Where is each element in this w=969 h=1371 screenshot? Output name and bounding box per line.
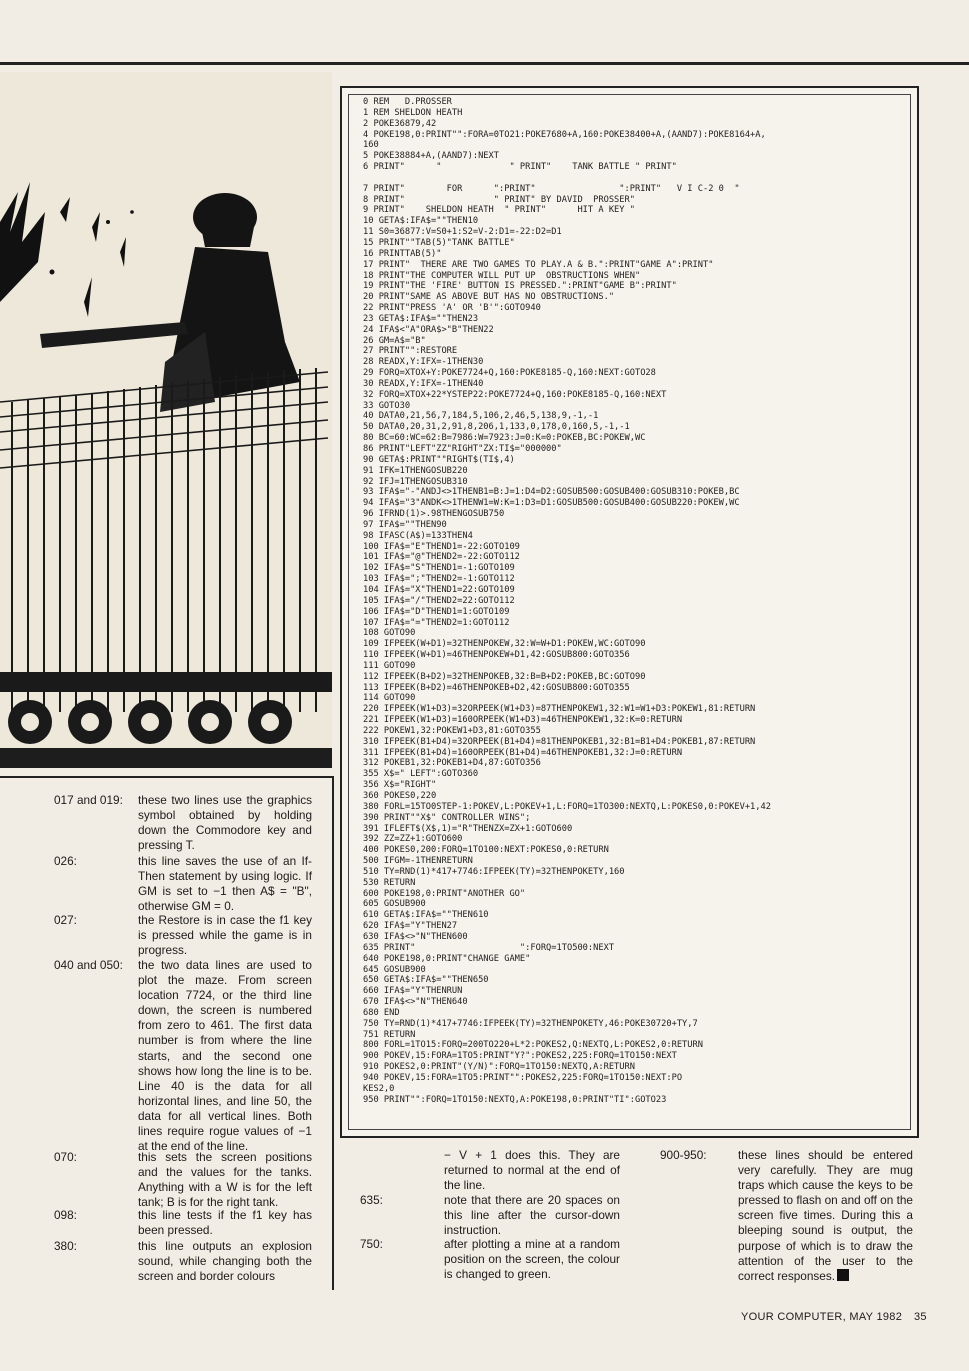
code-line: 108 GOTO90 xyxy=(363,628,416,639)
code-line: 160 xyxy=(363,140,379,151)
note-text: this sets the screen positions and the values for the tanks. Anything with a W is for the left tank; B is for the right tank. xyxy=(138,1150,312,1210)
note-text: − V + 1 does this. They are returned to normal at the end of the line. xyxy=(444,1148,620,1193)
code-line: 10 GETA$:IFA$=""THEN10 xyxy=(363,216,479,227)
note-text: note that there are 20 spaces on this line after the cursor-down instruction. xyxy=(444,1193,620,1238)
code-line: 26 GM=A$="B" xyxy=(363,335,426,346)
code-line: 106 IFA$="D"THEND1=1:GOTO109 xyxy=(363,606,510,617)
code-line: 630 IFA$<>"N"THEN600 xyxy=(363,931,468,942)
code-line: 100 IFA$="E"THEND1=-22:GOTO109 xyxy=(363,541,520,552)
note-label: 380: xyxy=(54,1239,77,1253)
code-line: 15 PRINT""TAB(5)"TANK BATTLE" xyxy=(363,237,515,248)
code-line: 16 PRINTTAB(5)" xyxy=(363,248,442,259)
note-label: 040 and 050: xyxy=(54,958,123,972)
code-line: 510 TY=RND(1)*417+7746:IFPEEK(TY)=32THENPOKETY,160 xyxy=(363,866,625,877)
note-label: 070: xyxy=(54,1150,77,1164)
code-line: 114 GOTO90 xyxy=(363,693,416,704)
code-line: 800 FORL=1TO15:FORQ=200TO220+L*2:POKES2,Q:NEXTQ,L:POKES2,0:RETURN xyxy=(363,1040,703,1051)
note-label: 017 and 019: xyxy=(54,793,123,807)
code-line: 310 IFPEEK(B1+D4)=32ORPEEK(B1+D4)=81THENPOKEB1,32:B1=B1+D4:POKEB1,87:RETURN xyxy=(363,736,756,747)
code-line: 660 IFA$="Y"THENRUN xyxy=(363,986,463,997)
code-line: 1 REM SHELDON HEATH xyxy=(363,107,463,118)
code-line: 2 POKE36879,42 xyxy=(363,118,437,129)
code-line: 650 GETA$:IFA$=""THEN650 xyxy=(363,975,489,986)
code-line: 530 RETURN xyxy=(363,877,416,888)
code-line: 9 PRINT" SHELDON HEATH " PRINT" HIT A KEY " xyxy=(363,205,635,216)
code-line: 751 RETURN xyxy=(363,1029,416,1040)
code-line: 110 IFPEEK(W+D1)=46THENPOKEW+D1,42:GOSUB800:GOTO356 xyxy=(363,650,630,661)
code-line: 640 POKE198,0:PRINT"CHANGE GAME" xyxy=(363,953,531,964)
code-line: 17 PRINT" THERE ARE TWO GAMES TO PLAY.A & B.":PRINT"GAME A":PRINT" xyxy=(363,259,714,270)
code-line: 0 REM D.PROSSER xyxy=(363,97,452,107)
note-label: 098: xyxy=(54,1208,77,1222)
note-text: this line tests if the f1 key has been pressed. xyxy=(138,1208,312,1238)
code-line: 391 IFLEFT$(X$,1)="R"THENZX=ZX+1:GOTO600 xyxy=(363,823,573,834)
code-line: KES2,0 xyxy=(363,1083,395,1094)
code-line: 392 ZZ=ZZ+1:GOTO600 xyxy=(363,834,463,845)
note-label: 750: xyxy=(360,1237,383,1251)
code-line: 222 POKEW1,32:POKEW1+D3,81:GOTO355 xyxy=(363,725,541,736)
code-line: 28 READX,Y:IFX=-1THEN30 xyxy=(363,357,484,368)
code-line: 50 DATA0,20,31,2,91,8,206,1,133,0,178,0,160,5,-1,-1 xyxy=(363,422,630,433)
code-line: 11 S0=36877:V=S0+1:S2=V-2:D1=-22:D2=D1 xyxy=(363,227,562,238)
code-line: 360 POKES0,220 xyxy=(363,791,437,801)
note-text: the Restore is in case the f1 key is pressed while the game is in progress. xyxy=(138,913,312,958)
note-label: 026: xyxy=(54,854,77,868)
code-line: 7 PRINT" FOR ":PRINT" ":PRINT" V I C-2 0 " xyxy=(363,183,740,194)
note-label: 635: xyxy=(360,1193,383,1207)
code-line: 80 BC=60:WC=62:B=7986:W=7923:J=0:K=0:POKEB,BC:POKEW,WC xyxy=(363,433,646,444)
footer-magazine: YOUR COMPUTER, MAY 1982 xyxy=(741,1311,903,1323)
code-line: 610 GETA$:IFA$=""THEN610 xyxy=(363,910,489,921)
code-line: 86 PRINT"LEFT"ZZ"RIGHT"ZX:TI$="000000" xyxy=(363,444,562,454)
code-line: 620 IFA$="Y"THEN27 xyxy=(363,921,458,932)
end-mark-icon xyxy=(837,1269,849,1281)
code-line: 93 IFA$="-"ANDJ<>1THENB1=B:J=1:D4=D2:GOSUB500:GOSUB400:GOSUB310:POKEB,BC xyxy=(363,487,740,498)
code-line: 40 DATA0,21,56,7,184,5,106,2,46,5,138,9,-1,-1 xyxy=(363,411,599,422)
code-line: 90 GETA$:PRINT""RIGHT$(TI$,4) xyxy=(363,454,515,465)
code-line: 750 TY=RND(1)*417+7746:IFPEEK(TY)=32THENPOKETY,46:POKE30720+TY,7 xyxy=(363,1018,698,1029)
code-line: 500 IFGM=-1THENRETURN xyxy=(363,856,473,867)
code-line: 311 IFPEEK(B1+D4)=160ORPEEK(B1+D4)=46THENPOKEB1,32:J=0:RETURN xyxy=(363,747,683,758)
tank-drawing xyxy=(0,72,332,768)
code-line: 635 PRINT" ":FORQ=1TO500:NEXT xyxy=(363,942,615,953)
code-line: 20 PRINT"SAME AS ABOVE BUT HAS NO OBSTRUCTIONS." xyxy=(363,292,615,303)
code-line: 107 IFA$="="THEND2=1:GOTO112 xyxy=(363,617,510,628)
code-line: 29 FORQ=XTOX+Y:POKE7724+Q,160:POKE8185-Q,160:NEXT:GOTO28 xyxy=(363,368,656,379)
note-text-body: these lines should be entered very carefully. They are mug traps which cause the keys to be pressed to flash on and off on the screen five times. During this a bleeping sound is output, the purpose of which is to draw the attention of the user to the correct responses. xyxy=(738,1148,913,1283)
code-line: 94 IFA$="3"ANDK<>1THENW1=W:K=1:D3=D1:GOSUB500:GOSUB400:GOSUB220:POKEW,WC xyxy=(363,498,740,509)
code-line: 680 END xyxy=(363,1007,400,1018)
note-label: 027: xyxy=(54,913,77,927)
program-listing xyxy=(340,86,919,1138)
code-line: 112 IFPEEK(B+D2)=32THENPOKEB,32:B=B+D2:POKEB,BC:GOTO90 xyxy=(363,671,646,682)
code-line: 104 IFA$="X"THEND1=22:GOTO109 xyxy=(363,584,515,595)
code-line: 97 IFA$=""THEN90 xyxy=(363,519,447,530)
code-line: 103 IFA$=";"THEND2=-1:GOTO112 xyxy=(363,574,515,585)
note-text: this line saves the use of an If-Then statement by using logic. If GM is set to −1 then A$ = "B", otherwise GM = 0. xyxy=(138,854,312,914)
code-line: 950 PRINT"":FORQ=1TO150:NEXTQ,A:POKE198,0:PRINT"TI":GOTO23 xyxy=(363,1094,667,1105)
code-line: 19 PRINT"THE 'FIRE' BUTTON IS PRESSED.":PRINT"GAME B":PRINT" xyxy=(363,281,677,292)
footer-page-number: 35 xyxy=(914,1311,927,1323)
code-line: 312 POKEB1,32:POKEB1+D4,87:GOTO356 xyxy=(363,758,541,769)
code-line: 33 GOTO30 xyxy=(363,400,411,411)
code-line: 102 IFA$="S"THEND1=-1:GOTO109 xyxy=(363,563,515,574)
note-text xyxy=(738,1148,913,1284)
code-line: 32 FORQ=XTOX+22*YSTEP22:POKE7724+Q,160:POKE8185-Q,160:NEXT xyxy=(363,389,667,400)
code-line: 24 IFA$<"A"ORA$>"B"THEN22 xyxy=(363,324,494,335)
code-line: 900 POKEV,15:FORA=1TO5:PRINT"Y?":POKES2,225:FORQ=1TO150:NEXT xyxy=(363,1051,677,1062)
code-line: 390 PRINT""X$" CONTROLLER WINS"; xyxy=(363,812,531,823)
code-line: 101 IFA$="@"THEND2=-22:GOTO112 xyxy=(363,552,520,563)
code-line: 8 PRINT" " PRINT" BY DAVID PROSSER" xyxy=(363,194,635,205)
tank-illustration xyxy=(0,72,332,768)
code-line: 6 PRINT" " " PRINT" TANK BATTLE " PRINT" xyxy=(363,162,677,173)
code-line: 355 X$=" LEFT":GOTO360 xyxy=(363,769,479,780)
code-line: 27 PRINT"":RESTORE xyxy=(363,346,458,357)
code-line: 98 IFASC(A$)=133THEN4 xyxy=(363,530,473,541)
code-line: 22 PRINT"PRESS 'A' OR 'B'":GOTO940 xyxy=(363,303,541,314)
basic-code xyxy=(363,97,918,1105)
note-text: these two lines use the graphics symbol obtained by holding down the Commodore key and pressing T. xyxy=(138,793,312,853)
code-line: 18 PRINT"THE COMPUTER WILL PUT UP OBSTRUCTIONS WHEN" xyxy=(363,270,641,281)
code-line: 109 IFPEEK(W+D1)=32THENPOKEW,32:W=W+D1:POKEW,WC:GOTO90 xyxy=(363,639,646,650)
code-line: 380 FORL=15TO0STEP-1:POKEV,L:POKEV+1,L:FORQ=1TO300:NEXTQ,L:POKES0,0:POKEV+1,42 xyxy=(363,801,771,812)
code-line xyxy=(363,173,918,184)
code-line: 670 IFA$<>"N"THEN640 xyxy=(363,997,468,1008)
note-text: the two data lines are used to plot the maze. From screen location 7724, or the third line down, the screen is numbered from zero to 461. The first data number is from where the line starts, and the second one shows how long the line is to be. Line 40 is the data for all horizontal lines, and line 50, the data for all vertical lines. Both lines require rogue values of −1 at the end of the line. xyxy=(138,958,312,1154)
code-line: 23 GETA$:IFA$=""THEN23 xyxy=(363,313,479,324)
code-line: 105 IFA$="/"THEND2=22:GOTO112 xyxy=(363,595,515,606)
code-line: 645 GOSUB900 xyxy=(363,964,426,975)
code-line: 600 POKE198,0:PRINT"ANOTHER GO" xyxy=(363,888,526,899)
code-line: 221 IFPEEK(W1+D3)=160ORPEEK(W1+D3)=46THENPOKEW1,32:K=0:RETURN xyxy=(363,715,683,726)
code-line: 910 POKES2,0:PRINT"(Y/N)":FORQ=1TO150:NEXTQ,A:RETURN xyxy=(363,1062,635,1073)
code-line: 91 IFK=1THENGOSUB220 xyxy=(363,465,468,476)
code-line: 400 POKES0,200:FORQ=1TO100:NEXT:POKES0,0:RETURN xyxy=(363,845,609,856)
top-rule xyxy=(0,62,969,65)
code-line: 113 IFPEEK(B+D2)=46THENPOKEB+D2,42:GOSUB800:GOTO355 xyxy=(363,682,630,693)
note-text: after plotting a mine at a random position on the screen, the colour is changed to green. xyxy=(444,1237,620,1282)
code-line: 5 POKE38884+A,(AAND7):NEXT xyxy=(363,151,499,162)
code-line: 111 GOTO90 xyxy=(363,660,416,671)
code-line: 4 POKE198,0:PRINT"":FORA=0TO21:POKE7680+A,160:POKE38400+A,(AAND7):POKE8164+A, xyxy=(363,129,766,140)
code-line: 30 READX,Y:IFX=-1THEN40 xyxy=(363,378,484,389)
note-label: 900-950: xyxy=(660,1148,707,1162)
code-line: 356 X$="RIGHT" xyxy=(363,780,437,791)
code-line: 940 POKEV,15:FORA=1TO5:PRINT"":POKES2,225:FORQ=1TO150:NEXT:PO xyxy=(363,1072,683,1083)
note-text: this line outputs an explosion sound, while changing both the screen and border colours xyxy=(138,1239,312,1284)
code-line: 96 IFRND(1)>.98THENGOSUB750 xyxy=(363,509,505,520)
listing-inner-border xyxy=(348,94,911,1130)
code-line: 605 GOSUB900 xyxy=(363,899,426,910)
code-line: 220 IFPEEK(W1+D3)=32ORPEEK(W1+D3)=87THENPOKEW1,32:W1=W1+D3:POKEW1,81:RETURN xyxy=(363,704,756,715)
code-line: 92 IFJ=1THENGOSUB310 xyxy=(363,476,468,487)
